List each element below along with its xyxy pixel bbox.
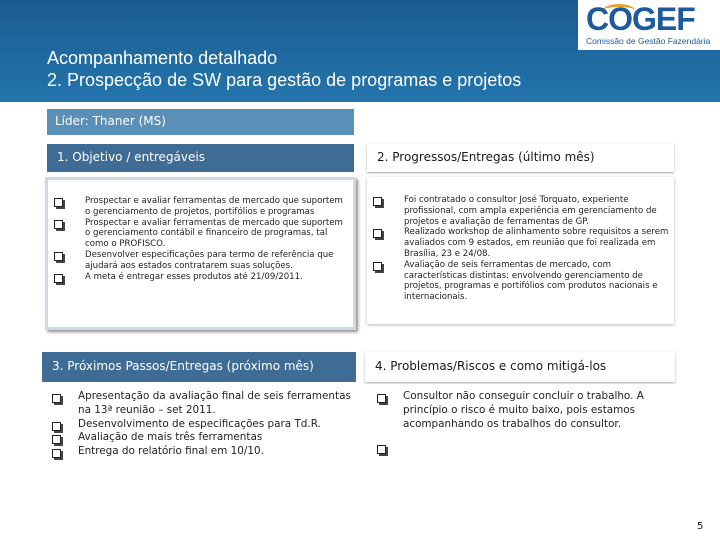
list-item <box>52 196 348 218</box>
progress-list <box>371 195 669 303</box>
list-item-text: Entrega do relatório final em 10/10. <box>78 445 264 458</box>
section-risks-panel <box>365 384 675 480</box>
section-next-steps-title: 3. Próximos Passos/Entregas (próximo mês) <box>52 359 314 373</box>
checkbox-bullet-icon <box>54 274 63 283</box>
list-item-text: Avaliação de seis ferramentas de mercado, com características distintas: envolvendo gerenciamento de projetos, programas e portifólios com produtos nacionais e internacionais. <box>404 259 658 303</box>
checkbox-bullet-icon <box>373 197 382 206</box>
checkbox-bullet-icon <box>54 198 63 207</box>
section-objectives-header <box>47 144 354 172</box>
next-steps-list <box>50 390 352 459</box>
list-item-text: Realizado workshop de alinhamento sobre requisitos a serem avaliados com 9 estados, em reunião que foi realizada em Brasília, 23 e 24/08. <box>404 227 669 259</box>
slide-title <box>47 47 521 91</box>
list-item <box>52 250 348 272</box>
section-progress-title: 2. Progressos/Entregas (último mês) <box>377 150 595 164</box>
checkbox-bullet-icon <box>52 449 61 458</box>
section-next-steps-panel <box>42 384 356 480</box>
list-item <box>375 390 671 431</box>
checkbox-bullet-icon <box>52 394 61 403</box>
section-progress-header <box>367 144 674 172</box>
list-item-text: Apresentação da avaliação final de seis ferramentas na 13ª reunião – set 2011. <box>78 390 351 416</box>
list-item <box>371 260 669 303</box>
objectives-list <box>52 196 348 282</box>
section-risks-header <box>365 352 675 382</box>
leader-label: Líder: Thaner (MS) <box>55 114 166 128</box>
section-risks-title: 4. Problemas/Riscos e como mitigá-los <box>375 359 607 373</box>
title-line-1: Acompanhamento detalhado <box>47 48 278 68</box>
list-item-text: Desenvolvimento de especificações para Td.R. <box>78 417 321 430</box>
list-item <box>50 418 352 432</box>
section-next-steps-header <box>42 352 356 382</box>
checkbox-bullet-icon <box>54 252 63 261</box>
list-item-text: Avaliação de mais três ferramentas <box>78 431 263 444</box>
list-item <box>52 218 348 250</box>
list-item-text: Prospectar e avaliar ferramentas de mercado que suportem o gerenciamento de projetos, portifólios e programas <box>85 196 343 217</box>
logo-subtitle: Comissão de Gestão Fazendária <box>586 36 711 46</box>
list-item <box>375 441 671 455</box>
cogef-logo <box>578 0 720 50</box>
list-item <box>50 431 352 445</box>
risks-list <box>375 390 671 455</box>
leader-bar <box>47 109 354 135</box>
checkbox-bullet-icon <box>377 394 386 403</box>
list-item-text: Prospectar e avaliar ferramentas de mercado que suportem o gerenciamento contábil e financeiro de programas, tal como o PROFISCO. <box>85 217 343 250</box>
list-item <box>371 227 669 259</box>
list-item-text: Foi contratado o consultor José Torquato, experiente profissional, com ampla experiência em gerenciamento de projetos e avaliação de ferramentas de GP. <box>404 195 657 227</box>
logo-word: COGEF <box>586 1 695 37</box>
page-number: 5 <box>697 521 704 532</box>
section-objectives-title: 1. Objetivo / entregáveis <box>57 150 205 164</box>
checkbox-bullet-icon <box>52 435 61 444</box>
checkbox-bullet-icon <box>54 220 63 229</box>
checkbox-bullet-icon <box>377 445 386 454</box>
checkbox-bullet-icon <box>373 229 382 238</box>
checkbox-bullet-icon <box>52 422 61 431</box>
list-item-text: Desenvolver especificações para termo de referência que ajudará aos estados contratarem suas soluções. <box>85 249 334 271</box>
list-item <box>52 272 348 283</box>
section-objectives-panel <box>45 177 356 330</box>
list-item <box>50 390 352 418</box>
checkbox-bullet-icon <box>373 262 382 271</box>
list-item-text: Consultor não conseguir concluir o trabalho. A princípio o risco é muito baixo, pois estamos acompanhando os trabalhos do consultor. <box>403 390 644 430</box>
section-progress-panel <box>367 177 674 324</box>
list-item-text: A meta é entregar esses produtos até 21/09/2011. <box>85 271 303 282</box>
list-item <box>371 195 669 227</box>
list-item <box>50 445 352 459</box>
title-line-2: 2. Prospecção de SW para gestão de programas e projetos <box>47 70 522 90</box>
